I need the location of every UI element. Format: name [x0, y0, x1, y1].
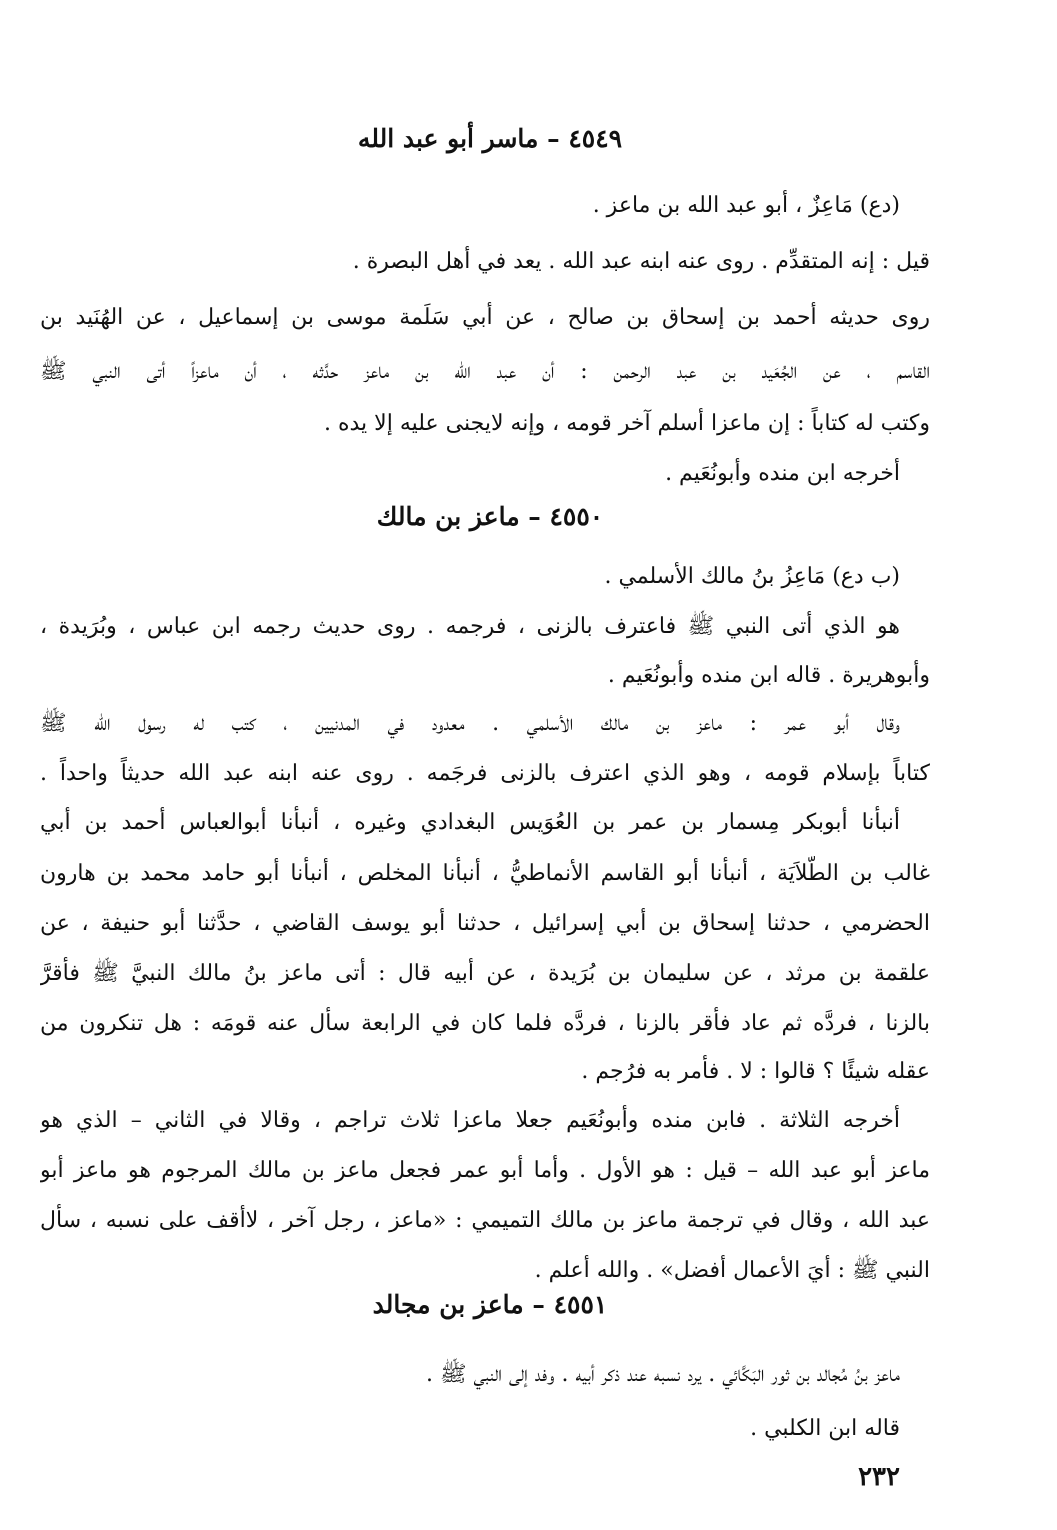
- text-line: وقال أبو عمر : ماعز بن مالك الأسلمي . معدود في المدنيين ، كتب له رسول الله ﷺ: [40, 711, 900, 736]
- text-line: قاله ابن الكلبي .: [750, 1416, 900, 1441]
- text-line: النبي ﷺ : أيَ الأعمال أفضل» . والله أعلم .: [534, 1258, 930, 1283]
- text-line: عبد الله ، وقال في ترجمة ماعز بن مالك التميمي : «ماعز ، رجل آخر ، لاأقف على نسبه ، سأل: [40, 1208, 930, 1233]
- text-line: (ب دع) مَاعِزُ بنُ مالك الأسلمي .: [604, 564, 900, 589]
- text-line: بالزنا ، فردَّه ثم عاد فأقر بالزنا ، فردَّه فلما كان في الرابعة سأل عنه قومَه : هل تنكرون من: [40, 1011, 930, 1036]
- entry-heading: ٤٥٥٠ – ماعز بن مالك: [376, 502, 604, 531]
- text-line: (دع) مَاعِزٌ ، أبو عبد الله بن ماعز .: [592, 193, 900, 218]
- text-line: علقمة بن مرثد ، عن سليمان بن بُرَيدة ، عن أبيه قال : أتى ماعز بنُ مالك النبيَّ ﷺ فأقرَّ: [40, 961, 930, 986]
- text-line: الحضرمي ، حدثنا إسحاق بن أبي إسرائيل ، حدثنا أبو يوسف القاضي ، حدَّثنا أبو حنيفة ، عن: [40, 911, 930, 936]
- page-number: ٢٣٢: [858, 1462, 900, 1492]
- text-line: هو الذي أتى النبي ﷺ فاعترف بالزنى ، فرجمه . روى حديث رجمه ابن عباس ، وبُرَيدة ،: [40, 614, 900, 639]
- text-line: كتاباً بإسلام قومه ، وهو الذي اعترف بالزنى فرجَمه . روى عنه ابنه عبد الله حديثاً واحداً .: [40, 761, 930, 786]
- text-line: وأبوهريرة . قاله ابن منده وأبونُعَيم .: [607, 663, 930, 688]
- entry-heading: ٤٥٥١ – ماعز بن مجالد: [372, 1290, 608, 1319]
- text-line: القاسم ، عن الجُعَيد بن عبد الرحمن : أن عبد الله بن ماعز حدَّثه ، أن ماعزاً أتى النبي ﷺ: [40, 359, 930, 384]
- text-line: أخرجه الثلاثة . فابن منده وأبونُعَيم جعلا ماعزا ثلاث تراجم ، وقالا في الثاني – الذي هو: [40, 1108, 900, 1133]
- text-line: قيل : إنه المتقدِّم . روى عنه ابنه عبد الله . يعد في أهل البصرة .: [352, 249, 930, 274]
- text-line: ماعز أبو عبد الله – قيل : هو الأول . وأما أبو عمر فجعل ماعز بن مالك المرجوم هو ماعز أبو: [40, 1158, 930, 1183]
- text-line: روى حديثه أحمد بن إسحاق بن صالح ، عن أبي سَلَمة موسى بن إسماعيل ، عن الهُنَيد بن: [40, 305, 930, 330]
- text-line: غالب بن الطَّلاَيَة ، أنبأنا أبو القاسم الأنماطيُّ ، أنبأنا المخلص ، أنبأنا أبو حامد محمد بن هارون: [40, 861, 930, 886]
- entry-heading: ٤٥٤٩ – ماسر أبو عبد الله: [357, 124, 623, 153]
- text-line: أنبأنا أبوبكر مِسمار بن عمر بن العُوَيس البغدادي وغيره ، أنبأنا أبوالعباس أحمد بن أبي: [40, 810, 900, 835]
- text-line: ماعز بنُ مُجالد بن ثور البَكَّائي . يرد نسبه عند ذكر أبيه . وفد إلى النبي ﷺ .: [425, 1362, 900, 1387]
- text-line: وكتب له كتاباً : إن ماعزا أسلم آخر قومه ، وإنه لايجنى عليه إلا يده .: [324, 411, 930, 436]
- text-line: أخرجه ابن منده وأبونُعَيم .: [665, 461, 900, 486]
- text-line: عقله شيئًا ؟ قالوا : لا . فأمر به فرُجم .: [581, 1059, 930, 1084]
